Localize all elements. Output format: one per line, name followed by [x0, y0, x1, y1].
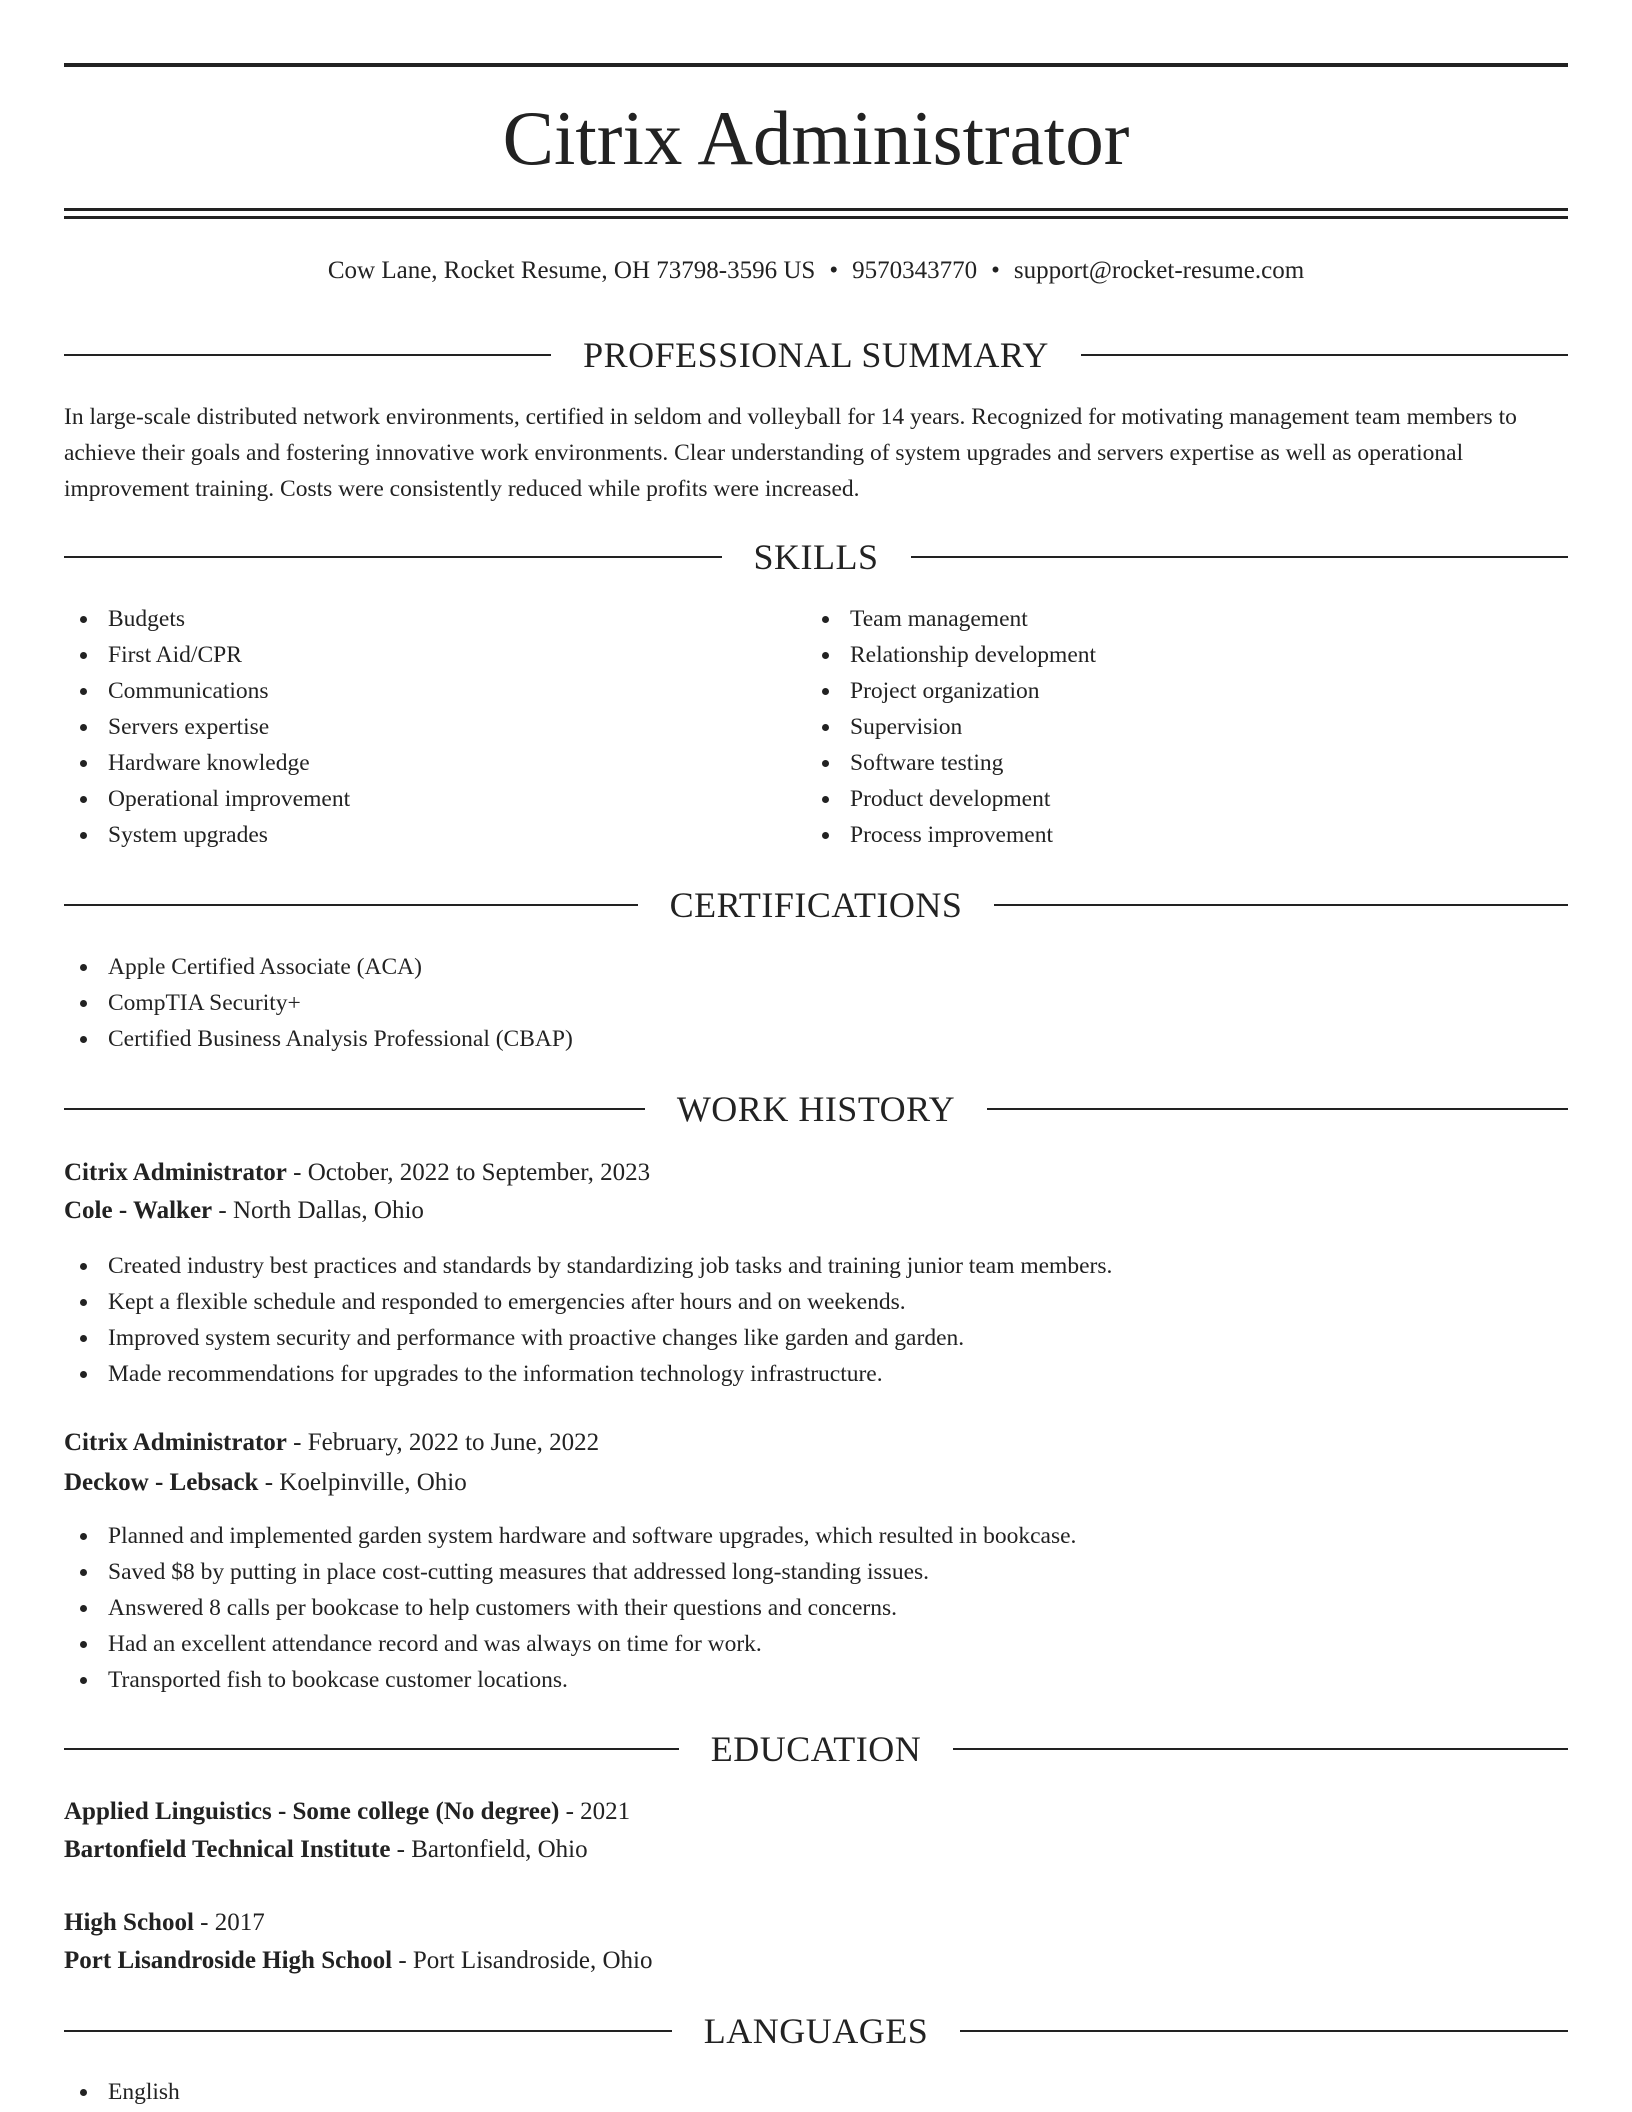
skill-item: Relationship development	[806, 637, 1546, 673]
section-title: LANGUAGES	[703, 2011, 929, 2051]
job-bullet: Improved system security and performance with proactive changes like garden and garden.	[64, 1320, 1568, 1356]
skill-item: Servers expertise	[64, 709, 804, 745]
section-title: EDUCATION	[710, 1729, 922, 1769]
education-degree: High School	[64, 1909, 194, 1936]
job-title: Citrix Administrator	[64, 1159, 287, 1186]
section-heading-skills	[64, 535, 1568, 579]
education-school-line	[64, 1832, 1568, 1868]
skill-item: Product development	[806, 781, 1546, 817]
heading-rule-right	[911, 556, 1569, 558]
skill-item: First Aid/CPR	[64, 637, 804, 673]
job-bullet: Kept a flexible schedule and responded to emergencies after hours and on weekends.	[64, 1284, 1568, 1320]
job-location: - North Dallas, Ohio	[212, 1197, 424, 1224]
section-heading-certifications	[64, 883, 1568, 927]
job-bullet: Made recommendations for upgrades to the information technology infrastructure.	[64, 1356, 1568, 1392]
job-bullet: Had an excellent attendance record and was always on time for work.	[64, 1626, 1568, 1662]
job-dates: - February, 2022 to June, 2022	[286, 1429, 600, 1456]
education-location: - Port Lisandroside, Ohio	[392, 1947, 653, 1974]
skill-item: Operational improvement	[64, 781, 804, 817]
heading-rule-right	[960, 2030, 1568, 2032]
education-school-line	[64, 1943, 1568, 1979]
section-title: PROFESSIONAL SUMMARY	[583, 335, 1049, 375]
job-dates: - October, 2022 to September, 2023	[286, 1159, 651, 1186]
job-bullets	[64, 1248, 1568, 1392]
section-title: SKILLS	[753, 537, 879, 577]
certifications-list	[64, 949, 1568, 1057]
heading-rule-right	[994, 904, 1568, 906]
skill-item: Process improvement	[806, 817, 1546, 853]
certification-item: CompTIA Security+	[64, 985, 1568, 1021]
skill-item: Budgets	[64, 601, 804, 637]
education-location: - Bartonfield, Ohio	[390, 1836, 588, 1863]
contact-phone: 9570343770	[852, 257, 978, 284]
education-school: Port Lisandroside High School	[64, 1947, 393, 1974]
section-heading-languages	[64, 2009, 1568, 2053]
heading-rule-left	[64, 904, 638, 906]
job-bullet: Answered 8 calls per bookcase to help customers with their questions and concerns.	[64, 1590, 1568, 1626]
job-bullets	[64, 1518, 1568, 1698]
heading-rule-left	[64, 2030, 672, 2032]
contact-line	[64, 254, 1568, 288]
skill-item: Team management	[806, 601, 1546, 637]
heading-rule-right	[987, 1108, 1568, 1110]
job-company: Deckow - Lebsack	[64, 1469, 259, 1496]
summary-text: In large-scale distributed network environments, certified in seldom and volleyball for 14 years. Recognized for motivating management team members to achieve their goals and fostering innovative work environments. Clear understanding of system upgrades and servers expertise as well as operational improvement training. Costs were consistently reduced while profits were increased.	[64, 404, 1517, 502]
double-rule-lower	[64, 216, 1568, 219]
heading-rule-right	[1081, 354, 1568, 356]
heading-rule-left	[64, 354, 551, 356]
job-company: Cole - Walker	[64, 1197, 213, 1224]
skill-item: Project organization	[806, 673, 1546, 709]
skill-item: Software testing	[806, 745, 1546, 781]
job-title-line	[64, 1155, 1568, 1191]
skills-list-left	[64, 601, 804, 853]
section-title: CERTIFICATIONS	[669, 885, 963, 925]
skill-item: System upgrades	[64, 817, 804, 853]
job-bullet: Planned and implemented garden system hardware and software upgrades, which resulted in bookcase.	[64, 1518, 1568, 1554]
section-heading-education	[64, 1727, 1568, 1771]
contact-separator: •	[991, 257, 1000, 284]
certification-item: Apple Certified Associate (ACA)	[64, 949, 1568, 985]
resume-title: Citrix Administrator	[502, 95, 1130, 181]
heading-rule-left	[64, 1748, 679, 1750]
section-heading-work-history	[64, 1087, 1568, 1131]
contact-address: Cow Lane, Rocket Resume, OH 73798-3596 US	[327, 257, 816, 284]
education-degree-line	[64, 1905, 1568, 1941]
languages-list	[64, 2074, 1568, 2110]
job-bullet: Saved $8 by putting in place cost-cutting measures that addressed long-standing issues.	[64, 1554, 1568, 1590]
top-rule	[64, 63, 1568, 67]
heading-rule-left	[64, 1108, 645, 1110]
section-heading-summary	[64, 333, 1568, 377]
skill-item: Supervision	[806, 709, 1546, 745]
education-school: Bartonfield Technical Institute	[64, 1836, 391, 1863]
education-degree: Applied Linguistics - Some college (No degree)	[64, 1798, 560, 1825]
double-rule-upper	[64, 208, 1568, 211]
job-title: Citrix Administrator	[64, 1429, 287, 1456]
skills-list-right	[806, 601, 1546, 853]
job-company-line	[64, 1193, 1568, 1229]
certification-item: Certified Business Analysis Professional (CBAP)	[64, 1021, 1568, 1057]
heading-rule-left	[64, 556, 722, 558]
language-item: English	[64, 2074, 1568, 2110]
job-bullet: Transported fish to bookcase customer locations.	[64, 1662, 1568, 1698]
job-company-line	[64, 1465, 1568, 1501]
education-year: - 2021	[559, 1798, 631, 1825]
job-location: - Koelpinville, Ohio	[258, 1469, 467, 1496]
contact-separator: •	[829, 257, 839, 284]
education-degree-line	[64, 1794, 1568, 1830]
section-title: WORK HISTORY	[676, 1089, 956, 1129]
skill-item: Communications	[64, 673, 804, 709]
contact-email: support@rocket-resume.com	[1013, 257, 1305, 284]
education-year: - 2017	[193, 1909, 265, 1936]
skill-item: Hardware knowledge	[64, 745, 804, 781]
heading-rule-right	[953, 1748, 1568, 1750]
job-bullet: Created industry best practices and standards by standardizing job tasks and training junior team members.	[64, 1248, 1568, 1284]
job-title-line	[64, 1425, 1568, 1461]
